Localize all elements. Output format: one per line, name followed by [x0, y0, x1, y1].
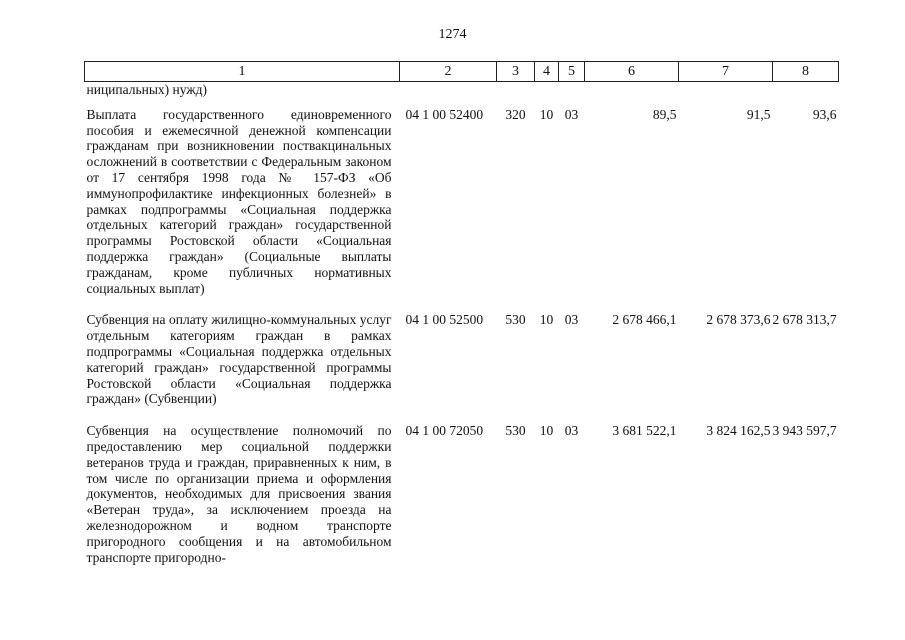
page-number: 1274: [438, 27, 467, 42]
continuation-text: ниципальных) нужд): [86, 82, 208, 97]
row-amount-col8: 93,6: [812, 106, 837, 122]
row-description: Субвенция на оплату жилищно-коммунальных услуг отдельным категориям граждан в рамках подпрограммы «Социальная поддержка отдельных категорий граждан» государственной программы Ростовской области «Социальная поддержка граждан» (Субвенции): [86, 312, 392, 407]
header-col-7: 7: [679, 62, 773, 82]
row-amount-col7: 91,5: [746, 106, 771, 122]
header-col-2: 2: [400, 62, 497, 82]
row-amount-col8: 2 678 313,7: [772, 312, 837, 328]
row-target-code: 04 1 00 52400: [405, 106, 484, 122]
row-section: 10: [539, 423, 554, 439]
row-subsection: 03: [564, 423, 579, 439]
budget-table: [84, 61, 839, 565]
row-amount-col8: 3 943 597,7: [772, 423, 837, 439]
table-row: [85, 419, 839, 565]
row-amount-col6: 3 681 522,1: [612, 423, 677, 439]
continuation-row: [85, 82, 839, 103]
header-col-1: 1: [85, 62, 400, 82]
row-amount-col7: 3 824 162,5: [706, 423, 771, 439]
row-subsection: 03: [564, 312, 579, 328]
table-row: [85, 103, 839, 309]
table-row: [85, 308, 839, 419]
row-amount-col7: 2 678 373,6: [706, 312, 771, 328]
header-col-5: 5: [559, 62, 585, 82]
header-col-3: 3: [497, 62, 535, 82]
row-subsection: 03: [564, 106, 579, 122]
row-description: Субвенция на осуществление полномочий по предоставлению мер социальной поддержки ветеранов труда и граждан, приравненных к ним, в том числе по организации приема и оформления документов, необходимых для присвоения звания «Ветеран труда», за исключением проезда на железнодорожном и водном транспорте пригородного сообщения и на автомобильном транспорте пригородно-: [86, 423, 392, 565]
header-row: [85, 62, 839, 82]
row-section: 10: [539, 106, 554, 122]
row-target-code: 04 1 00 72050: [405, 423, 484, 439]
header-col-8: 8: [773, 62, 839, 82]
row-amount-col6: 2 678 466,1: [612, 312, 677, 328]
header-col-4: 4: [535, 62, 559, 82]
header-col-6: 6: [585, 62, 679, 82]
row-expense-type: 320: [505, 106, 526, 122]
row-description: Выплата государственного единовременного пособия и ежемесячной денежной компенсации гражданам при возникновении поствакцинальных осложнений в соответствии с Федеральным законом от 17 сентября 1998 года № 157-ФЗ «Об иммунопрофилактике инфекционных болезней» в рамках подпрограммы «Социальная поддержка отдельных категорий граждан» государственной программы Ростовской области «Социальная поддержка граждан» (Социальные выплаты гражданам, кроме публичных нормативных социальных выплат): [86, 106, 392, 296]
row-expense-type: 530: [505, 312, 526, 328]
row-amount-col6: 89,5: [652, 106, 677, 122]
row-section: 10: [539, 312, 554, 328]
row-target-code: 04 1 00 52500: [405, 312, 484, 328]
row-expense-type: 530: [505, 423, 526, 439]
